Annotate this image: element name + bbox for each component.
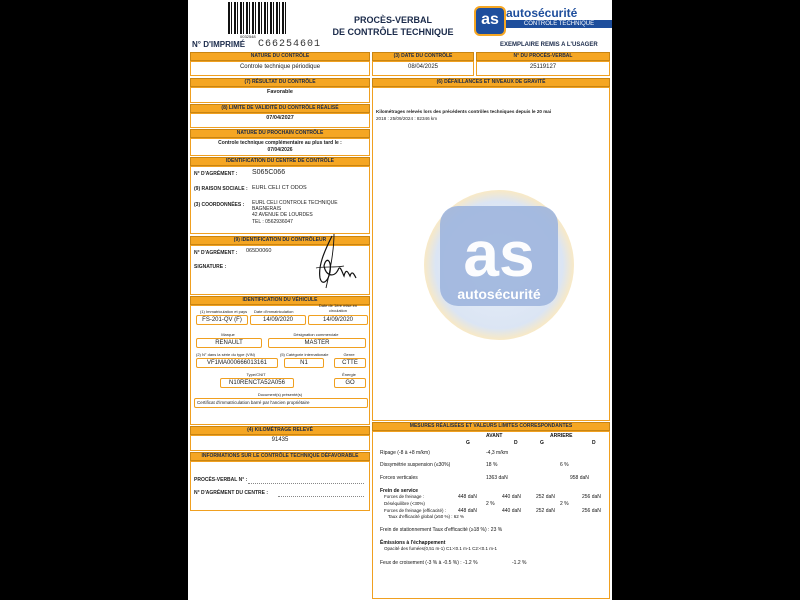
brand-logo-badge: as [474, 6, 506, 36]
nature-control-header: NATURE DU CONTRÔLE [190, 52, 370, 61]
info-date-label: N° D'AGRÉMENT DU CENTRE : [194, 490, 269, 496]
measures-avant: AVANT [486, 433, 503, 439]
measures-header: MESURES RÉALISÉES ET VALEURS LIMITES CORRESPONDANTES [372, 422, 610, 431]
info-header: INFORMATIONS SUR LE CONTRÔLE TECHNIQUE DÉFAVORABLE [190, 452, 370, 461]
center-coord-label: (3) COORDONNÉES : [194, 202, 245, 208]
measures-d-1: D [514, 440, 518, 446]
center-coord-line-4: TEL : 0562936047 [252, 219, 293, 225]
barcode [228, 2, 286, 34]
genre-label: Genre [343, 352, 355, 357]
result-value: Favorable [267, 89, 293, 95]
vehicle-header: IDENTIFICATION DU VÉHICULE [190, 296, 370, 305]
controller-header: (9) IDENTIFICATION DU CONTRÔLEUR [190, 236, 370, 245]
measure-dissym-label: Dissymétrie suspension (≤30%) [380, 462, 451, 468]
immat-value: FS-201-QV (F) [196, 315, 248, 325]
watermark-brand: autosécurité [457, 286, 541, 302]
title-line-1: PROCÈS-VERBAL [353, 15, 432, 25]
pv-number-value: 25119127 [529, 64, 557, 70]
emission-value: Opacité des fumées(0,51 m-1) C1:<0.1 m-1 C2:<0.1 m-1 [384, 546, 498, 551]
date-immat-value: 14/09/2020 [250, 315, 306, 325]
document-title [318, 14, 468, 38]
controller-signature-label: SIGNATURE : [194, 264, 227, 270]
first-circ-label: Date de 1ère mise en circulation [318, 303, 358, 313]
fs-row-1-v1: 448 daN [458, 494, 477, 500]
fs-row-3-v4: 256 daN [582, 508, 601, 514]
fs-row-1-v2: 440 daN [502, 494, 521, 500]
center-raison-label: (9) RAISON SOCIALE : [194, 186, 248, 192]
measures-d-2: D [592, 440, 596, 446]
categ-value: N1 [284, 358, 324, 368]
measure-ripage-value: -4,3 m/km [486, 450, 509, 456]
next-control-header: NATURE DU PROCHAIN CONTRÔLE [190, 129, 370, 138]
date-control-value: 08/04/2025 [407, 64, 439, 70]
next-control-line-2: 07/04/2026 [267, 147, 293, 153]
barcode-number: 0032548 [240, 34, 256, 39]
type-value: N10RENCTA52A056 [220, 378, 294, 388]
date-immat-label: Date d'immatriculation [254, 309, 294, 314]
docs-label: Document(s) présenté(s) [257, 392, 303, 397]
center-agrement-label: N° D'AGRÉMENT : [194, 171, 238, 177]
center-coord-line-1: EURL CELI CONTROLE TECHNIQUE [252, 200, 338, 206]
report-sheet [188, 0, 612, 600]
pv-number-header: N° DU PROCÈS-VERBAL [476, 52, 610, 61]
energie-value: GO [334, 378, 366, 388]
defects-line-1: Kilométrages relevés lors des précédents contrôles techniques depuis le 20 mai [376, 109, 552, 114]
emission-label: Émissions à l'échappement [380, 540, 446, 546]
copy-note: EXEMPLAIRE REMIS A L'USAGER [500, 42, 598, 48]
fs-row-1-v3: 252 daN [536, 494, 555, 500]
fs-row-3-v3: 252 daN [536, 508, 555, 514]
defects-header: (6) DÉFAILLANCES ET NIVEAUX DE GRAVITÉ [372, 78, 610, 87]
vin-value: VF1MA000666013161 [196, 358, 278, 368]
energie-label: Énergie [342, 372, 356, 377]
immat-label: (1) Immatriculation et pays [200, 309, 248, 314]
km-header: (4) KILOMÉTRAGE RELEVÉ [190, 426, 370, 435]
croisement-label: Feux de croisement (-3 % à -0.5 %) : -1.2 % [380, 560, 478, 566]
docs-value: Certificat d'immatriculation barré par l'ancien propriétaire [194, 398, 368, 408]
measure-dissym-av: 18 % [486, 462, 498, 468]
km-value: 91435 [271, 437, 289, 443]
info-pv-line [248, 483, 364, 484]
frein-service-label: Frein de service [380, 488, 419, 494]
watermark-badge: as [440, 206, 558, 306]
fs-row-2-label: Déséquilibre (<30%) [384, 501, 425, 506]
measure-dissym-ar: 6 % [560, 462, 569, 468]
center-coord-line-2: BAGNERAIS [252, 206, 282, 212]
croisement-value: -1.2 % [512, 560, 527, 566]
controller-agrement-value: 065D0060 [246, 248, 272, 254]
measure-forces-av: 1363 daN [486, 475, 508, 481]
type-label: Type/CNIT [246, 372, 266, 377]
fs-row-4-label: Taux d'efficacité global (≥50 %) : 62 % [388, 514, 465, 519]
validity-value: 07/04/2027 [266, 115, 294, 121]
defects-line-2: 2018 : 25/09/2024 : 82346 km [376, 116, 438, 121]
measures-g-1: G [466, 440, 470, 446]
vin-label: (2) N° dans la série du type (VIN) [196, 352, 255, 357]
center-coord-line-3: 42 AVENUE DE LOURDES [252, 212, 313, 218]
brand-tagline: CONTRÔLE TECHNIQUE [506, 20, 612, 28]
designation-value: MASTER [268, 338, 366, 348]
printed-number-value: C66254601 [258, 39, 322, 50]
center-agrement-value: S065C066 [252, 169, 286, 176]
measure-ripage-label: Ripage (-8 à +8 m/km) [380, 450, 430, 456]
center-header: IDENTIFICATION DU CENTRE DE CONTRÔLE [190, 157, 370, 166]
fs-row-2-v4: 2 % [560, 501, 569, 507]
center-raison-value: EURL CELI CT ODOS [252, 185, 307, 191]
title-line-2: DE CONTRÔLE TECHNIQUE [332, 27, 454, 37]
printed-number-label: N° D'IMPRIMÉ [192, 40, 246, 49]
fs-row-3-label: Forces de freinage (efficacité) : [384, 508, 446, 513]
marque-label: Marque [221, 332, 235, 337]
validity-header: (8) LIMITE DE VALIDITÉ DU CONTRÔLE RÉALISÉ [190, 104, 370, 113]
designation-label: Désignation commerciale [293, 332, 339, 337]
marque-value: RENAULT [196, 338, 262, 348]
measure-forces-label: Forces verticales [380, 475, 418, 481]
nature-control-value: Controle technique périodique [239, 64, 321, 70]
frein-stat-label: Frein de stationnement Taux d'efficacité (≥18 %) : 23 % [380, 527, 503, 533]
date-control-header: (3) DATE DU CONTRÔLE [372, 52, 474, 61]
info-box [190, 461, 370, 511]
handwritten-signature [304, 232, 360, 290]
brand-name: autosécurité [506, 6, 578, 20]
fs-row-3-v1: 448 daN [458, 508, 477, 514]
fs-row-2-v2: 2 % [486, 501, 495, 507]
first-circ-value: 14/09/2020 [308, 315, 368, 325]
measures-g-2: G [540, 440, 544, 446]
fs-row-3-v2: 440 daN [502, 508, 521, 514]
controller-agrement-label: N° D'AGRÉMENT : [194, 250, 238, 256]
categ-label: (5) Catégorie internationale [280, 352, 329, 357]
measure-forces-ar: 958 daN [570, 475, 589, 481]
measures-arriere: ARRIERE [550, 433, 573, 439]
next-control-line-1: Controle technique complémentaire au plus tard le : [218, 140, 342, 146]
info-date-line [278, 496, 364, 497]
fs-row-1-label: Forces de freinage : [384, 494, 425, 499]
fs-row-1-v4: 256 daN [582, 494, 601, 500]
genre-value: CTTE [334, 358, 366, 368]
info-pv-label: PROCÈS-VERBAL N° : [194, 477, 248, 483]
result-header: (7) RÉSULTAT DU CONTRÔLE [190, 78, 370, 87]
